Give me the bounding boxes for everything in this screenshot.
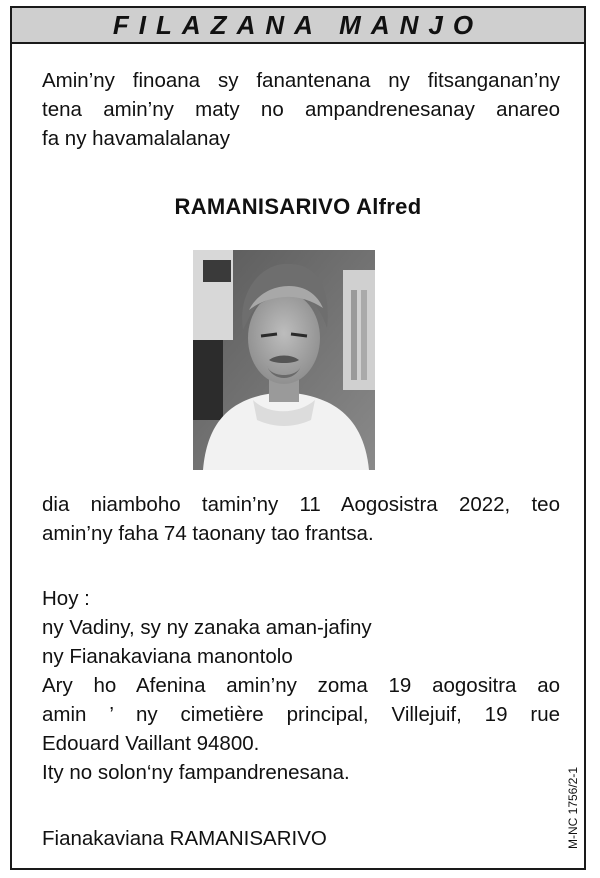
announcement-paragraph [42, 584, 560, 787]
hoy-label: Hoy : [42, 587, 90, 610]
deceased-name: RAMANISARIVO Alfred [174, 194, 422, 219]
death-line: amin’ny faha 74 taonany tao frantsa. [42, 522, 374, 545]
intro-paragraph [42, 66, 560, 153]
family-line: ny Vadiny, sy ny zanaka aman-jafiny [42, 616, 372, 639]
header-title: FILAZANA MANJO [112, 9, 484, 40]
intro-line: tena amin’ny maty no ampandrenesanay anareo [42, 98, 560, 121]
funeral-line: Edouard Vaillant 94800. [42, 732, 260, 755]
intro-line: fa ny havamalalanay [42, 127, 231, 150]
announcement-frame [10, 6, 586, 870]
intro-line: Amin’ny finoana sy fanantenana ny fitsanganan’ny [42, 69, 560, 92]
death-paragraph [42, 490, 560, 548]
funeral-line: Ary ho Afenina amin’ny zoma 19 aogositra ao [42, 674, 560, 697]
signature: Fianakaviana RAMANISARIVO [42, 827, 327, 850]
reference-code [566, 760, 580, 856]
closing-line: Ity no solon‘ny fampandrenesana. [42, 761, 350, 784]
death-line: dia niamboho tamin’ny 11 Aogosistra 2022, teo [42, 493, 560, 516]
funeral-line: amin ’ ny cimetière principal, Villejuif, 19 rue [42, 703, 560, 726]
header-bar [12, 8, 584, 44]
deceased-photo [193, 250, 375, 470]
family-line: ny Fianakaviana manontolo [42, 645, 293, 668]
reference-code-text: M-NC 1756/2-1 [566, 766, 580, 850]
